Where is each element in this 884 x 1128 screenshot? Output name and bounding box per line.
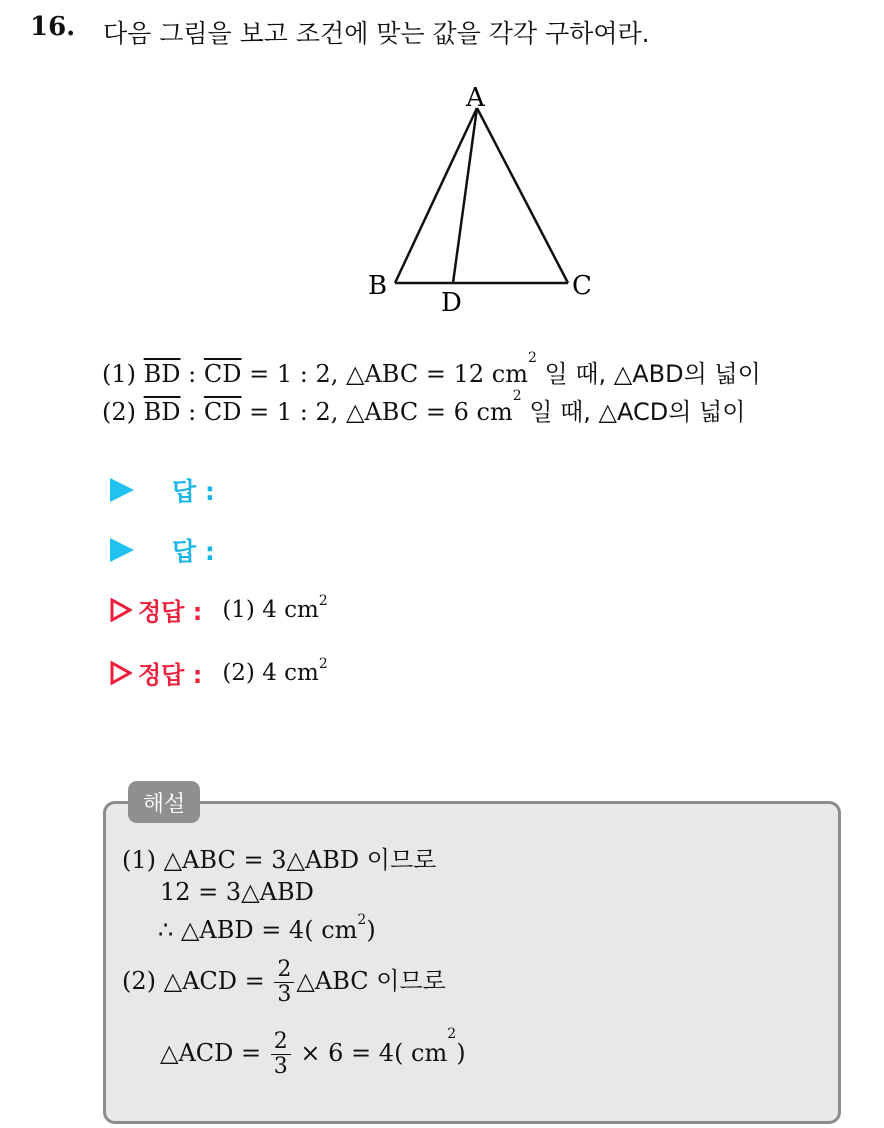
solution-line-1: (1) △ABC = 3△ABD 이므로 bbox=[122, 846, 437, 874]
condition-1: (1) $\overline{BD}$ : $\overline{CD} = 1$ : 2, △ABC = 12 $cm^2$ 일 때, △ABD의 넓이 bbox=[102, 350, 761, 388]
answer-label: 답 : bbox=[172, 537, 215, 566]
solution-line-2: 12 = 3△ABD bbox=[160, 878, 314, 906]
vertex-label-a: A bbox=[466, 83, 485, 113]
segment-cd: $\overline{CD}$ bbox=[203, 398, 242, 426]
outline-arrow-icon bbox=[110, 598, 132, 622]
question-number: 16. bbox=[30, 12, 76, 42]
correct-answer-1: 정답 : (1) 4 $cm^2$ bbox=[110, 592, 328, 627]
solution-line-3: ∴ △ABD = 4( $cm^2$) bbox=[158, 912, 376, 944]
vertex-label-b: B bbox=[368, 271, 388, 301]
question-text: 다음 그림을 보고 조건에 맞는 값을 각각 구하여라. bbox=[103, 19, 650, 48]
fraction: $\frac{2}{3}$ bbox=[274, 958, 294, 1007]
segment-bd: $\overline{BD}$ bbox=[143, 360, 181, 388]
correct-label: 정답 : bbox=[138, 661, 203, 689]
answer-label: 답 : bbox=[172, 477, 215, 506]
fraction: $\frac{2}{3}$ bbox=[271, 1030, 291, 1079]
play-arrow-icon bbox=[110, 478, 134, 502]
correct-label: 정답 : bbox=[138, 598, 203, 626]
condition-2: (2) $\overline{BD}$ : $\overline{CD} = 1$ : 2, △ABC = 6 $cm^2$ 일 때, △ACD의 넓이 bbox=[102, 388, 746, 426]
segment-cd: $\overline{CD}$ bbox=[203, 360, 242, 388]
triangle-lines bbox=[395, 108, 568, 283]
vertex-label-c: C bbox=[572, 271, 592, 301]
outline-arrow-icon bbox=[110, 661, 132, 685]
correct-answer-2: 정답 : (2) 4 $cm^2$ bbox=[110, 655, 328, 690]
answer-blank-1[interactable] bbox=[110, 472, 215, 508]
triangle-figure bbox=[360, 78, 610, 318]
vertex-label-d: D bbox=[441, 288, 462, 318]
answer-blank-2[interactable] bbox=[110, 532, 215, 568]
solution-tag: 해설 bbox=[128, 781, 200, 823]
solution-line-5: △ACD = $\frac{2}{3}$ × 6 = 4( $cm^2$) bbox=[160, 1026, 466, 1080]
solution-line-4: (2) △ACD = $\frac{2}{3}$ △ABC 이므로 bbox=[122, 957, 446, 1008]
play-arrow-icon bbox=[110, 538, 134, 562]
segment-bd: $\overline{BD}$ bbox=[143, 398, 181, 426]
